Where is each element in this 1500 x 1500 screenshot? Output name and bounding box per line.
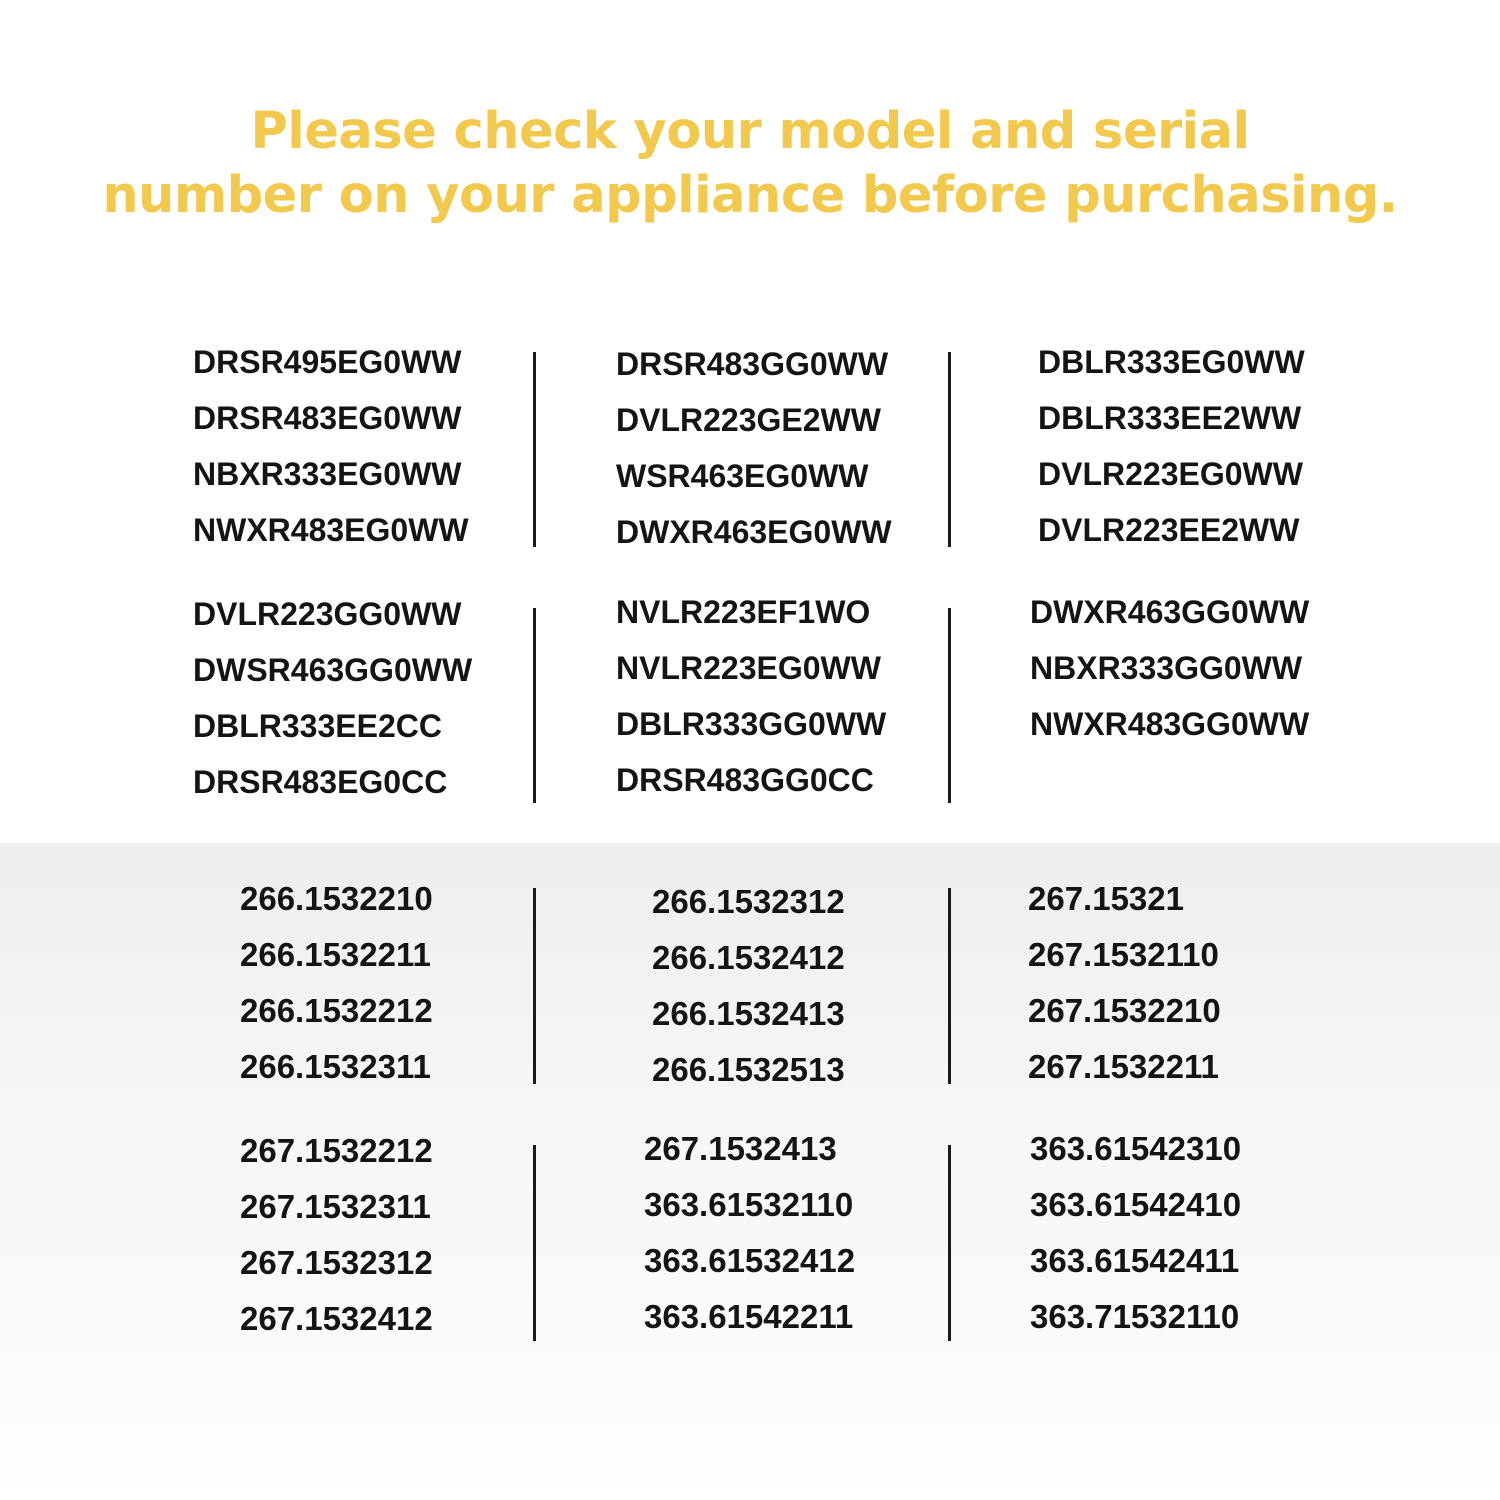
model-number: 267.1532412 — [240, 1300, 433, 1337]
model-number: 363.61532110 — [644, 1186, 854, 1223]
model-number: 266.1532412 — [652, 939, 845, 976]
column-divider — [533, 888, 536, 1084]
model-column-2-2 — [616, 584, 886, 808]
model-number: DVLR223GG0WW — [193, 596, 462, 632]
model-number: DVLR223EG0WW — [1038, 456, 1303, 492]
model-number: 266.1532413 — [652, 995, 845, 1032]
model-number: DWSR463GG0WW — [193, 652, 473, 688]
column-divider — [948, 1145, 951, 1341]
model-number: DRSR483EG0WW — [193, 400, 462, 436]
column-divider — [948, 352, 951, 547]
model-number: 363.61542211 — [644, 1298, 854, 1335]
column-divider — [948, 888, 951, 1084]
model-number: 267.1532211 — [1028, 1048, 1219, 1085]
headline — [0, 100, 1500, 228]
model-column-1-1 — [193, 334, 469, 558]
model-number: 266.1532311 — [240, 1048, 431, 1085]
model-column-1-3 — [1038, 334, 1305, 558]
model-number: 267.1532210 — [1028, 992, 1221, 1029]
model-number: DRSR483GG0WW — [616, 346, 889, 382]
model-number: DBLR333EE2WW — [1038, 400, 1302, 436]
model-number: NWXR483EG0WW — [193, 512, 469, 548]
model-number: 363.61532412 — [644, 1242, 856, 1279]
column-divider — [948, 608, 951, 803]
column-divider — [533, 608, 536, 803]
headline-line-1: Please check your model and serial — [250, 102, 1250, 161]
model-number: 266.1532211 — [240, 936, 431, 973]
model-number: 266.1532210 — [240, 880, 433, 917]
model-number: 266.1532513 — [652, 1051, 845, 1088]
model-column-2-1 — [193, 586, 472, 810]
model-number: 363.61542411 — [1030, 1242, 1240, 1279]
model-number: 267.1532312 — [240, 1244, 433, 1281]
headline-line-2: number on your appliance before purchasing. — [102, 166, 1398, 225]
model-number: DVLR223GE2WW — [616, 402, 881, 438]
model-number: DWXR463GG0WW — [1030, 594, 1310, 630]
model-number: WSR463EG0WW — [616, 458, 869, 494]
model-number: 267.1532212 — [240, 1132, 433, 1169]
model-column-3-2 — [652, 874, 845, 1098]
model-number: 363.61542310 — [1030, 1130, 1242, 1167]
model-number: DRSR495EG0WW — [193, 344, 462, 380]
model-number: 267.1532413 — [644, 1130, 837, 1167]
model-column-4-3 — [1030, 1121, 1241, 1345]
model-number: 266.1532312 — [652, 883, 845, 920]
model-number: DRSR483GG0CC — [616, 762, 874, 798]
model-number: NVLR223EF1WO — [616, 594, 871, 630]
model-number: DBLR333GG0WW — [616, 706, 887, 742]
model-number: 266.1532212 — [240, 992, 433, 1029]
model-column-3-1 — [240, 871, 433, 1095]
model-column-2-3 — [1030, 584, 1309, 752]
model-number: DVLR223EE2WW — [1038, 512, 1300, 548]
model-column-3-3 — [1028, 871, 1221, 1095]
model-number: DWXR463EG0WW — [616, 514, 892, 550]
model-number: 267.1532110 — [1028, 936, 1219, 973]
column-divider — [533, 1145, 536, 1341]
model-column-4-2 — [644, 1121, 855, 1345]
model-number: NBXR333GG0WW — [1030, 650, 1303, 686]
model-number: DRSR483EG0CC — [193, 764, 448, 800]
model-column-4-1 — [240, 1123, 433, 1347]
model-number: 363.71532110 — [1030, 1298, 1240, 1335]
model-number: DBLR333EE2CC — [193, 708, 442, 744]
model-number: NWXR483GG0WW — [1030, 706, 1310, 742]
model-number: DBLR333EG0WW — [1038, 344, 1305, 380]
model-number: NBXR333EG0WW — [193, 456, 462, 492]
model-number: 267.1532311 — [240, 1188, 431, 1225]
column-divider — [533, 352, 536, 547]
model-number: NVLR223EG0WW — [616, 650, 881, 686]
model-number: 267.15321 — [1028, 880, 1184, 917]
model-column-1-2 — [616, 336, 892, 560]
model-number: 363.61542410 — [1030, 1186, 1242, 1223]
